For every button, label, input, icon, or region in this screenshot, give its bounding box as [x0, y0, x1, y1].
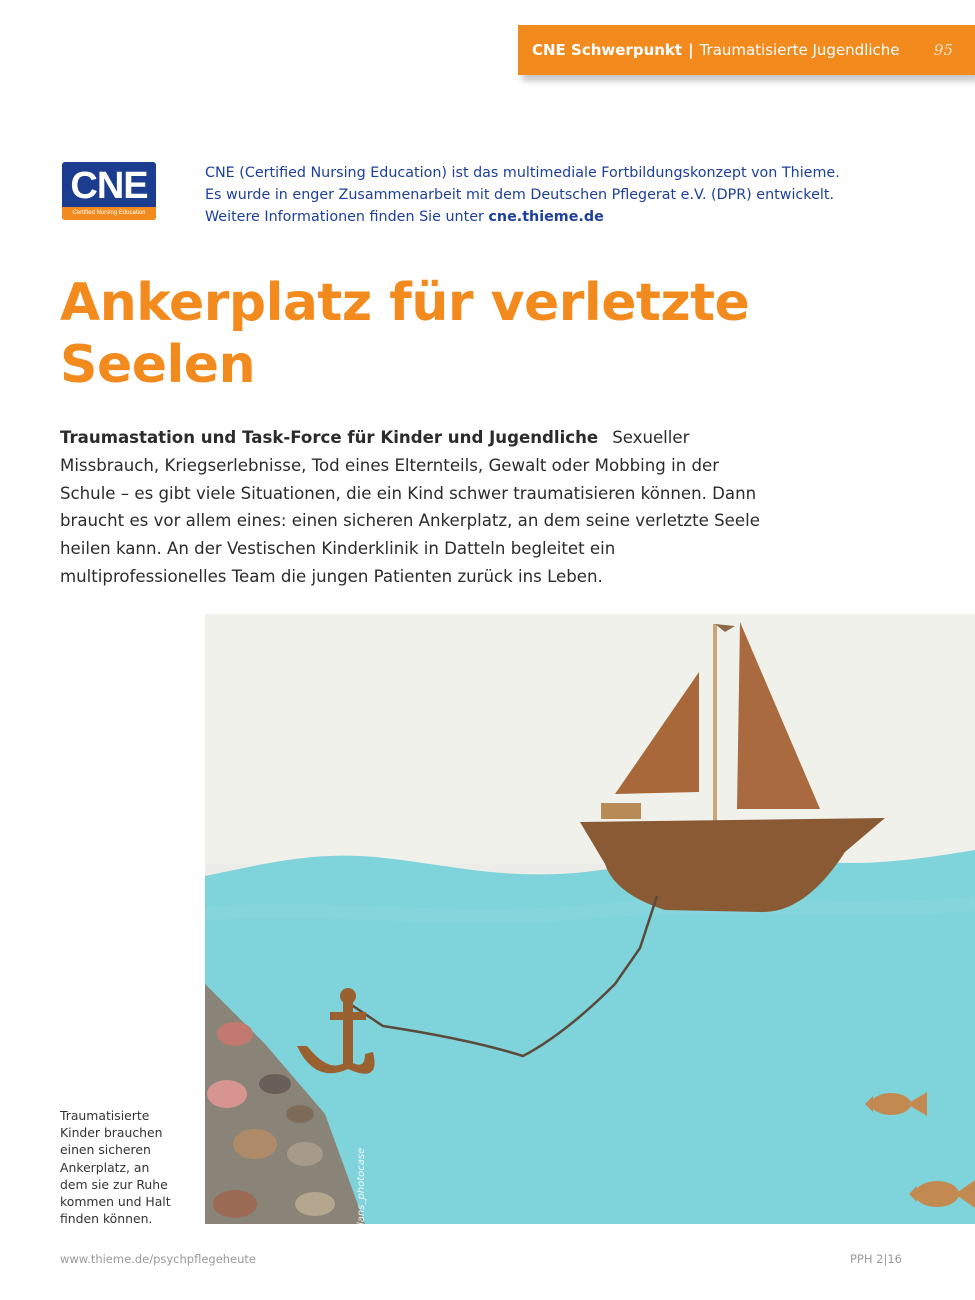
photo-credit: lans_photocase — [356, 1147, 367, 1225]
footer-url[interactable]: www.thieme.de/psychpflegeheute — [60, 1252, 257, 1266]
section-topic: Traumatisierte Jugendliche — [699, 41, 900, 59]
article-lead — [60, 424, 760, 591]
page-number: 95 — [933, 41, 953, 59]
cne-info-block — [205, 162, 885, 228]
boat-anchor-illustration — [205, 614, 975, 1224]
section-label: CNE Schwerpunkt — [532, 41, 683, 59]
article-photo — [205, 614, 975, 1224]
article-title — [60, 272, 860, 396]
cne-logo — [62, 162, 156, 220]
title-line: Seelen — [60, 335, 256, 395]
cne-info-line — [205, 206, 885, 228]
section-header-bar — [518, 25, 975, 75]
cne-logo-text: CNE — [70, 165, 148, 207]
cne-info-line: Es wurde in enger Zusammenarbeit mit dem Deutschen Pflegerat e.V. (DPR) entwickelt. — [205, 187, 834, 203]
lead-text: Sexueller Missbrauch, Kriegserlebnisse, Tod eines Elternteils, Gewalt oder Mobbing in der Schule – es gibt viele Situationen, die ein Kind schwer traumatisieren können. Dann braucht es vor allem eines: einen sicheren Ankerplatz, an dem seine verletzte Seele heilen kann. An der Vestischen Kinderklinik in Datteln begleitet ein multiprofessionelles Team die jungen Patienten zurück ins Leben. — [60, 428, 760, 586]
cne-link[interactable]: cne.thieme.de — [488, 209, 604, 225]
cne-logo-subtext: Certified Nursing Education — [62, 207, 156, 220]
header-separator: | — [688, 41, 694, 59]
cne-info-line: CNE (Certified Nursing Education) ist das multimediale Fortbildungskonzept von Thieme. — [205, 165, 840, 181]
lead-kicker: Traumastation und Task-Force für Kinder und Jugendliche — [60, 428, 599, 447]
title-line: Ankerplatz für verletzte — [60, 273, 750, 333]
photo-caption: Traumatisierte Kinder brauchen einen sicheren Ankerplatz, an dem sie zur Ruhe kommen und Halt finden können. — [60, 1108, 171, 1227]
cne-info-prefix: Weitere Informationen finden Sie unter — [205, 209, 489, 225]
footer-issue: PPH 2|16 — [850, 1252, 902, 1266]
